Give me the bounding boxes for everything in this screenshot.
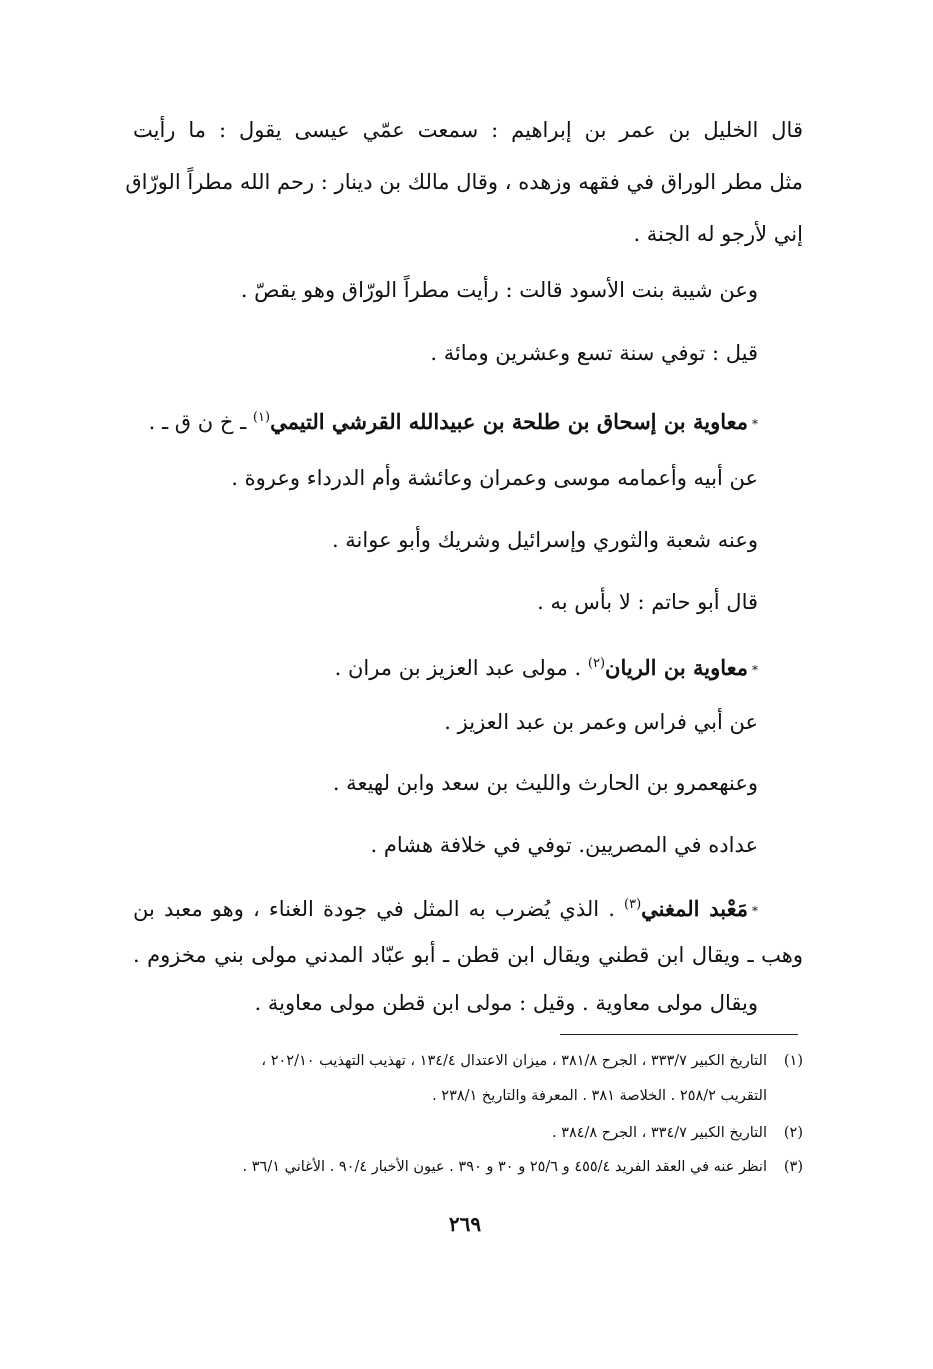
text-line: ويقال مولى معاوية . وقيل : مولى ابن قطن مولى معاوية .	[254, 991, 758, 1015]
text-line: إني لأرجو له الجنة .	[633, 222, 803, 246]
footnote-text: انظر عنه في العقد الفريد ٤٥٥/٤ و ٢٥/٦ و ٣٠ و ٣٩٠ . عيون الأخبار ٩٠/٤ . الأغاني ٣٦/١ .	[242, 1159, 767, 1175]
entry-name: معاوية بن إسحاق بن طلحة بن عبيدالله القرشي التيمي	[270, 409, 748, 434]
footnote-text: التاريخ الكبير ٣٣٤/٧ ، الجرح ٣٨٤/٨ .	[551, 1125, 767, 1141]
footnote-continuation: التقريب ٢٥٨/٢ . الخلاصة ٣٨١ . المعرفة والتاريخ ٢٣٨/١ .	[432, 1088, 767, 1104]
entry-name: مَعْبد المغني	[641, 896, 748, 921]
text-line: قال الخليل بن عمر بن إبراهيم : سمعت عمّي عيسى يقول : ما رأيت	[133, 118, 803, 142]
footnote-ref: (١)	[252, 410, 271, 425]
footnote-number: (٣)	[783, 1159, 803, 1175]
entry-heading	[88, 649, 758, 685]
footnote	[131, 1156, 803, 1178]
footnote	[131, 1122, 803, 1144]
footnote-ref: (٣)	[624, 897, 642, 912]
entry-marker-icon: *	[752, 662, 758, 677]
footnote	[131, 1050, 803, 1072]
footnote-number: (٢)	[783, 1125, 803, 1141]
entry-heading	[88, 403, 758, 439]
footnote-divider	[560, 1034, 798, 1035]
entry-rest: . مولى عبد العزيز بن مران .	[334, 656, 588, 680]
footnote-number: (١)	[783, 1053, 803, 1069]
entry-heading	[133, 890, 758, 926]
entry-marker-icon: *	[752, 903, 758, 918]
entry-rest: ـ خ ن ق ـ .	[148, 410, 253, 434]
text-line: وعن شيبة بنت الأسود قالت : رأيت مطراً الورّاق وهو يقصّ .	[240, 278, 758, 302]
text-line: عن أبيه وأعمامه موسى وعمران وعائشة وأم الدرداء وعروة .	[231, 466, 758, 490]
text-line: وعنه شعبة والثوري وإسرائيل وشريك وأبو عوانة .	[331, 528, 758, 552]
text-line: قال أبو حاتم : لا بأس به .	[537, 590, 758, 614]
page-number: ٢٦٩	[448, 1212, 482, 1236]
text-line: وعنهعمرو بن الحارث والليث بن سعد وابن لهيعة .	[332, 771, 758, 795]
entry-rest: . الذي يُضرب به المثل في جودة الغناء ، وهو معبد بن	[133, 897, 625, 921]
text-line: عداده في المصريين. توفي في خلافة هشام .	[370, 833, 758, 857]
text-line: قيل : توفي سنة تسع وعشرين ومائة .	[430, 341, 758, 365]
text-line: وهب ـ ويقال ابن قطني ويقال ابن قطن ـ أبو عبّاد المدني مولى بني مخزوم .	[133, 943, 803, 967]
footnote-ref: (٢)	[587, 656, 606, 671]
text-line: عن أبي فراس وعمر بن عبد العزيز .	[444, 710, 758, 734]
entry-marker-icon: *	[752, 416, 758, 431]
footnote-text: التاريخ الكبير ٣٣٣/٧ ، الجرح ٣٨١/٨ ، ميزان الاعتدال ١٣٤/٤ ، تهذيب التهذيب ٢٠٢/١٠ ،	[261, 1053, 767, 1069]
entry-name: معاوية بن الريان	[605, 655, 748, 680]
text-line: مثل مطر الوراق في فقهه وزهده ، وقال مالك بن دينار : رحم الله مطراً الورّاق	[125, 170, 803, 194]
